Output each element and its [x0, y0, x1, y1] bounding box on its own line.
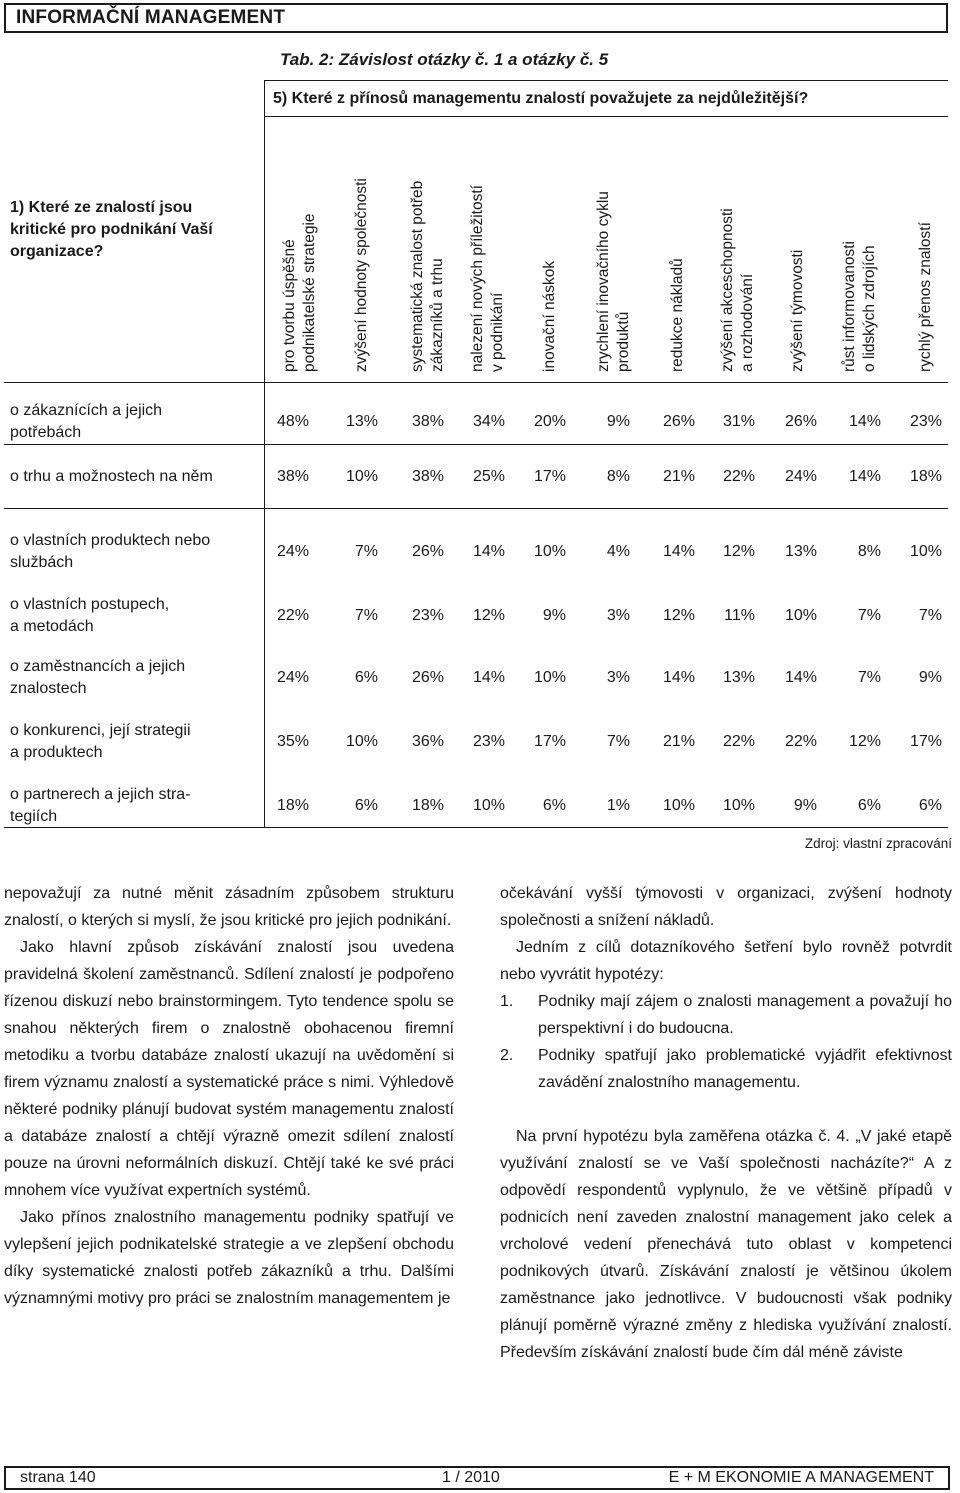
table-cell: 10% [784, 607, 817, 624]
row-label [10, 530, 250, 574]
table-cell: 14% [848, 413, 881, 430]
column-header-text [468, 185, 508, 372]
table-cell: 24% [276, 669, 309, 686]
table-cell: 23% [472, 733, 505, 750]
row-label-line: o trhu a možnostech na něm [10, 468, 213, 485]
column-header-line: zrychlení inovačního cyklu [595, 191, 612, 372]
left-text-column [4, 880, 454, 1312]
column-header-line: podnikatelské strategie [301, 213, 318, 372]
table-cell: 9% [918, 669, 942, 686]
table-cell: 7% [857, 669, 881, 686]
hypothesis-text: Podniky mají zájem o znalosti management a považují ho perspektivní i do budoucna. [538, 993, 952, 1037]
question-1-heading: 1) Které ze znalostí jsou kritické pro podnikání Vaší organizace? [10, 199, 213, 260]
list-number: 2. [500, 1047, 514, 1064]
row-label-line: o vlastních produktech nebo [10, 532, 211, 549]
paragraph: nepovažují za nutné měnit zásadním způsobem strukturu znalostí, o kterých si myslí, že jsou kritické pro jejich podnikání. [4, 885, 454, 929]
table-cell: 17% [533, 468, 566, 485]
table-cell: 18% [411, 797, 444, 814]
row-label [10, 466, 250, 488]
table-cell: 35% [276, 733, 309, 750]
table-cell: 10% [345, 468, 378, 485]
row-label-line: potřebách [10, 424, 82, 441]
row-label-line: o vlastních postupech, [10, 596, 170, 613]
table-cell: 9% [793, 797, 817, 814]
question-5-heading: 5) Které z přínosů managementu znalostí považujete za nejdůležitější? [273, 90, 809, 107]
column-header-text [916, 222, 936, 372]
row-label [10, 400, 250, 444]
column-header-line: redukce nákladů [669, 258, 686, 372]
table-cell: 13% [345, 413, 378, 430]
row-label-line: znalostech [10, 680, 87, 697]
row-label-line: o konkurenci, její strategii [10, 722, 191, 739]
table-cell: 6% [918, 797, 942, 814]
row-label [10, 784, 250, 828]
row-label [10, 594, 250, 638]
right-text-column [500, 880, 952, 1366]
table-cell: 48% [276, 413, 309, 430]
hypothesis-item [500, 1042, 952, 1096]
table-cell: 25% [472, 468, 505, 485]
table-cell: 14% [662, 543, 695, 560]
table-cell: 13% [722, 669, 755, 686]
paragraph: Jako hlavní způsob získávání znalostí jsou uvedena pravidelná školení zaměstnanců. Sdílení znalostí je podpořeno řízenou diskuzí nebo brainstormingem. Tyto tendence spolu se snahou některých firem o znalostně obohacenou firemní metodiku a tvorbu databáze znalostí ukazují na uvědomění si firem významu znalostí a systematické práce s nimi. Výhledově některé podniky plánují budovat systém managementu znalostí a databáze znalostí a chtějí výrazně omezit sdílení znalostí pouze na úrovni neformálních diskuzí. Chtějí také ke své práci mnohem více využívat expertních systémů. [4, 939, 454, 1199]
table-cell: 23% [411, 607, 444, 624]
table-cell: 6% [354, 669, 378, 686]
row-label-line: a produktech [10, 744, 103, 761]
table-cell: 14% [662, 669, 695, 686]
table-cell: 3% [606, 607, 630, 624]
column-header-text [540, 261, 560, 372]
column-header-text [788, 250, 808, 372]
paragraph: Jako přínos znalostního managementu podniky spatřují ve vylepšení jejich podnikatelské strategie a ve zlepšení obchodu díky systematické znalosti potřeb zákazníků a trhu. Dalšími významnými motivy pro práci se znalostním managementem je [4, 1209, 454, 1307]
table-cell: 38% [411, 468, 444, 485]
column-header-text [594, 191, 634, 372]
table-cell: 10% [533, 669, 566, 686]
column-header-line: inovační náskok [541, 260, 558, 372]
table-cell: 10% [472, 797, 505, 814]
column-header-text [280, 213, 320, 372]
table-cell: 12% [662, 607, 695, 624]
table-cell: 7% [857, 607, 881, 624]
table-cell: 23% [909, 413, 942, 430]
table-cell: 14% [784, 669, 817, 686]
row-label-line: a metodách [10, 618, 94, 635]
table-cell: 20% [533, 413, 566, 430]
table-cell: 7% [606, 733, 630, 750]
table-rule-row1 [4, 444, 948, 445]
paragraph: očekávání vyšší týmovosti v organizaci, zvýšení hodnoty společnosti a snížení nákladů. [500, 885, 952, 929]
column-header-text [718, 208, 758, 372]
table-cell: 12% [722, 543, 755, 560]
row-label-line: o zaměstnancích a jejich [10, 658, 186, 675]
table-cell: 10% [722, 797, 755, 814]
list-number: 1. [500, 993, 514, 1010]
table-cell: 8% [606, 468, 630, 485]
column-header-text [408, 181, 448, 372]
table-cell: 21% [662, 468, 695, 485]
table-cell: 14% [472, 669, 505, 686]
table-cell: 6% [857, 797, 881, 814]
table-cell: 6% [354, 797, 378, 814]
table-cell: 9% [542, 607, 566, 624]
hypothesis-item [500, 988, 952, 1042]
table-cell: 18% [909, 468, 942, 485]
table-cell: 7% [354, 543, 378, 560]
journal-name: E + M EKONOMIE A MANAGEMENT [668, 1469, 934, 1486]
table-source: Zdroj: vlastní zpracování [804, 836, 952, 851]
hypothesis-text: Podniky spatřují jako problematické vyjádřit efektivnost zavádění znalostního managementu. [538, 1047, 952, 1091]
table-cell: 11% [724, 607, 755, 624]
column-header-text [668, 258, 688, 372]
column-header-line: pro tvorbu úspěšné [281, 239, 298, 372]
table-cell: 12% [472, 607, 505, 624]
table-cell: 9% [606, 413, 630, 430]
table-cell: 3% [606, 669, 630, 686]
table-cell: 10% [662, 797, 695, 814]
table-cell: 18% [276, 797, 309, 814]
table-cell: 22% [722, 468, 755, 485]
table-cell: 13% [784, 543, 817, 560]
table-cell: 17% [533, 733, 566, 750]
paragraph: Na první hypotézu byla zaměřena otázka č. 4. „V jaké etapě využívání znalostí se ve Vaší společnosti nacházíte?“ A z odpovědí respondentů vyplynulo, že ve většině případů v podnicích není zaveden znalostní management jako celek a vrcholové vedení přenechává tuto oblast v kompetenci podnikových útvarů. Získávání znalostí je většinou úkolem zaměstnance jako jednotlivce. V budoucnosti však podniky plánují poměrně výrazné změny z hlediska využívání znalostí. Především získávání znalostí bude čím dál méně záviste [500, 1128, 952, 1361]
table-cell: 7% [354, 607, 378, 624]
table-cell: 22% [276, 607, 309, 624]
row-label-line: o partnerech a jejich stra- [10, 786, 191, 803]
table-cell: 14% [848, 468, 881, 485]
table-cell: 21% [662, 733, 695, 750]
row-label-line: o zákaznících a jejich [10, 402, 163, 419]
table-cell: 10% [345, 733, 378, 750]
paragraph: Jedním z cílů dotazníkového šetření bylo rovněž potvrdit nebo vyvrátit hypotézy: [500, 939, 952, 983]
table-title: Tab. 2: Závislost otázky č. 1 a otázky č. 5 [280, 50, 609, 69]
table-cell: 22% [722, 733, 755, 750]
page-number: strana 140 [20, 1469, 96, 1486]
table-cell: 6% [542, 797, 566, 814]
table-cell: 4% [606, 543, 630, 560]
table-cell: 14% [472, 543, 505, 560]
table-cell: 24% [784, 468, 817, 485]
row-label [10, 656, 250, 700]
table-rule-vertical [264, 80, 265, 828]
table-cell: 38% [411, 413, 444, 430]
section-header: INFORMAČNÍ MANAGEMENT [4, 3, 948, 33]
table-cell: 38% [276, 468, 309, 485]
column-header-line: produktů [615, 311, 632, 372]
table-cell: 31% [722, 413, 755, 430]
table-cell: 8% [857, 543, 881, 560]
table-cell: 26% [784, 413, 817, 430]
table-cell: 26% [411, 543, 444, 560]
issue-number: 1 / 2010 [442, 1469, 500, 1486]
table-rule-header-bottom [4, 382, 948, 383]
table-cell: 24% [276, 543, 309, 560]
column-header-line: v podnikání [489, 292, 506, 372]
table-rule-row2 [4, 508, 948, 509]
table-cell: 26% [411, 669, 444, 686]
table-cell: 7% [918, 607, 942, 624]
column-header-line: zákazníků a trhu [429, 258, 446, 372]
column-header-line: systematická znalost potřeb [409, 180, 426, 372]
table-cell: 22% [784, 733, 817, 750]
row-label-line: tegiích [10, 808, 58, 825]
table-cell: 17% [909, 733, 942, 750]
column-header-line: nalezení nových příležitostí [469, 185, 486, 372]
column-header-line: zvýšení akceschopnosti [719, 208, 736, 372]
table-cell: 26% [662, 413, 695, 430]
row-label [10, 720, 250, 764]
table-cell: 36% [411, 733, 444, 750]
column-header-line: a rozhodování [739, 273, 756, 372]
column-header-text [352, 178, 372, 372]
column-header-text [840, 241, 880, 372]
table-cell: 1% [606, 797, 630, 814]
table-cell: 10% [533, 543, 566, 560]
table-cell: 12% [848, 733, 881, 750]
column-header-line: růst informovanosti [841, 241, 858, 372]
table-rule-top [264, 80, 948, 81]
table-rule-under-question [264, 116, 948, 117]
row-label-line: službách [10, 554, 74, 571]
table-cell: 34% [472, 413, 505, 430]
column-header-line: zvýšení hodnoty společnosti [353, 178, 370, 372]
column-header-line: zvýšení týmovosti [789, 249, 806, 372]
page-footer [4, 1466, 950, 1490]
column-header-line: o lidských zdrojích [861, 245, 878, 372]
table-cell: 10% [909, 543, 942, 560]
column-header-line: rychlý přenos znalostí [917, 222, 934, 372]
